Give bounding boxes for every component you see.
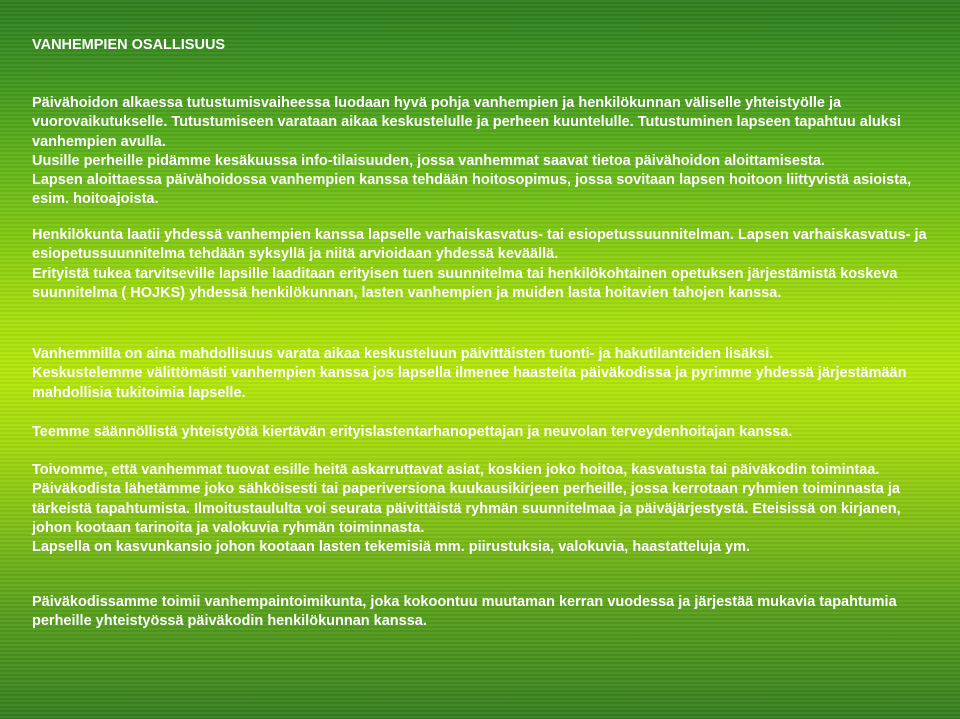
plans-section [32,226,932,303]
paragraph-parent-concerns: Toivomme, että vanhemmat tuovat esille heitä askarruttavat asiat, koskien joko hoitoa, kasvatusta tai päiväkodin toimintaa. [32,462,880,478]
slide [32,0,932,719]
paragraph-immediate-discussion: Keskustelemme välittömästi vanhempien kanssa jos lapsella ilmenee haasteita päiväkodissa ja pyrimme yhdessä järjestämään mahdollisia tukitoimia lapselle. [32,365,907,401]
slide-title: VANHEMPIEN OSALLISUUS [32,37,226,53]
cooperation-section [32,423,932,442]
intro-section [32,94,932,210]
paragraph-education-plan: Henkilökunta laatii yhdessä vanhempien kanssa lapselle varhaiskasvatus- tai esiopetussuunnitelman. Lapsen varhaiskasvatus- ja esiopetussuunnitelma tehdään syksyllä ja niitä arvioidaan yhdessä keväällä. [32,227,927,263]
paragraph-info-session: Uusille perheille pidämme kesäkuussa info-tilaisuuden, jossa vanhemmat saavat tietoa päivähoidon aloittamisesta. [32,152,825,169]
communication-section [32,461,932,557]
discussion-section [32,345,932,403]
paragraph-discussion-time: Vanhemmilla on aina mahdollisuus varata aikaa keskusteluun päivittäisten tuonti- ja hakutilanteiden lisäksi. [32,346,774,362]
committee-section [32,593,932,632]
paragraph-orientation: Päivähoidon alkaessa tutustumisvaiheessa luodaan hyvä pohja vanhempien ja henkilökunnan väliselle yhteistyölle ja vuorovaikutukselle. Tutustumiseen varataan aikaa keskustelulle ja perheen kuuntelulle. Tutustuminen lapseen tapahtuu aluksi vanhempien avulla. [32,95,901,150]
paragraph-parents-committee: Päiväkodissamme toimii vanhempaintoimikunta, joka kokoontuu muutaman kerran vuodessa ja järjestää mukavia tapahtumia perheille yhteistyössä päiväkodin henkilökunnan kanssa. [32,594,897,630]
paragraph-growth-folder: Lapsella on kasvunkansio johon kootaan lasten tekemisiä mm. piirustuksia, valokuvia, haastatteluja ym. [32,539,750,556]
paragraph-special-support: Erityistä tukea tarvitseville lapsille laaditaan erityisen tuen suunnitelma tai henkilökohtainen opetuksen järjestämistä koskeva suunnitelma ( HOJKS) yhdessä henkilökunnan, lasten vanhempien ja muiden lasta hoitavien tahojen kanssa. [32,265,898,301]
paragraph-cooperation: Teemme säännöllistä yhteistyötä kiertävän erityislastentarhanopettajan ja neuvolan terveydenhoitajan kanssa. [32,424,793,440]
paragraph-care-agreement: Lapsen aloittaessa päivähoidossa vanhempien kanssa tehdään hoitosopimus, jossa sovitaan lapsen hoitoon liittyvistä asioista, esim. hoitoajoista. [32,172,912,208]
paragraph-monthly-letter: Päiväkodista lähetämme joko sähköisesti tai paperiversiona kuukausikirjeen perheille, jossa kerrotaan ryhmien toiminnasta ja tärkeistä tapahtumista. Ilmoitustaululta voi seurata päivittäistä ryhmän suunnitelmaa ja päiväjärjestystä. Eteisissä on kirjanen, johon kootaan tarinoita ja valokuvia ryhmän toiminnasta. [32,481,901,536]
